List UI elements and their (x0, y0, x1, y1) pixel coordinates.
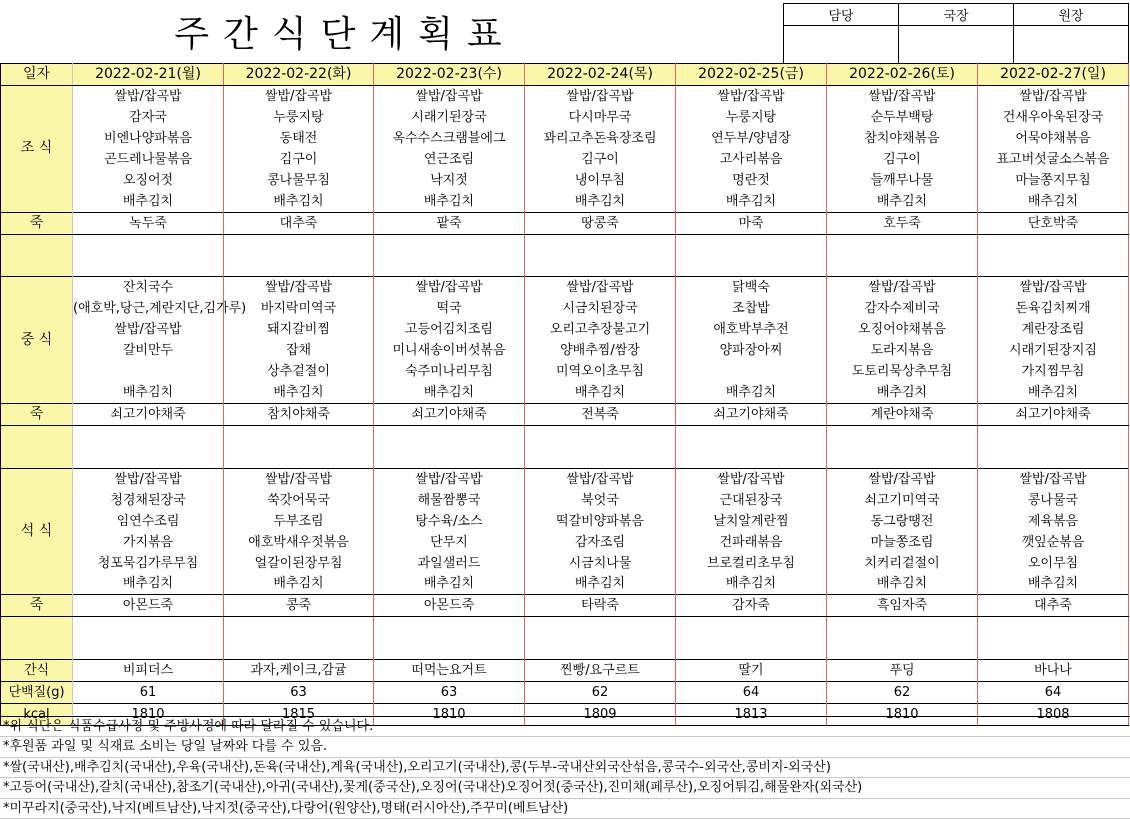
menu-cell: 쌀밥/잡곡밥 (676, 85, 827, 106)
menu-cell: 배추김치 (224, 574, 374, 595)
menu-cell: 시래기된장국 (374, 107, 525, 128)
blank-cell (525, 234, 676, 255)
row-label (1, 425, 73, 468)
signature-cell[interactable] (1014, 26, 1129, 67)
menu-cell: 꽈리고추돈육장조림 (525, 128, 676, 149)
blank-cell (676, 638, 827, 659)
porridge-row (1, 404, 1129, 426)
menu-cell: 고사리볶음 (676, 149, 827, 170)
row-label (1, 234, 73, 277)
snack-cell: 푸딩 (827, 660, 978, 682)
menu-cell: 돈육김치찌개 (978, 298, 1129, 319)
date-header: 2022-02-26(토) (827, 64, 978, 86)
blank-cell (978, 255, 1129, 276)
kcal-cell: 1810 (73, 704, 224, 726)
menu-cell: 시래기된장지짐 (978, 340, 1129, 361)
blank-cell (978, 617, 1129, 638)
snack-cell: 비피더스 (73, 660, 224, 682)
blank-row (1, 447, 1129, 468)
menu-cell: 근대된장국 (676, 490, 827, 511)
menu-cell: 쌀밥/잡곡밥 (374, 85, 525, 106)
menu-cell (676, 361, 827, 382)
menu-cell: 명란젓 (676, 170, 827, 191)
date-header: 2022-02-25(금) (676, 64, 827, 86)
row-label: 중 식 (1, 277, 73, 404)
menu-cell: 시금치된장국 (525, 298, 676, 319)
blank-cell (525, 638, 676, 659)
snack-cell: 과자,케이크,감귤 (224, 660, 374, 682)
menu-cell: 청포묵김가루무침 (73, 553, 224, 574)
menu-cell: 오이무침 (978, 553, 1129, 574)
blank-cell (525, 255, 676, 276)
porridge-cell: 계란야채죽 (827, 404, 978, 426)
kcal-cell: 1810 (374, 704, 525, 726)
menu-cell: 쌀밥/잡곡밥 (525, 85, 676, 106)
date-header: 2022-02-22(화) (224, 64, 374, 86)
menu-cell: 브로컬리초무침 (676, 553, 827, 574)
meal-row (1, 361, 1129, 382)
blank-cell (978, 425, 1129, 446)
menu-cell: 쌀밥/잡곡밥 (978, 85, 1129, 106)
menu-cell: 쌀밥/잡곡밥 (978, 468, 1129, 489)
menu-cell: 동태전 (224, 128, 374, 149)
porridge-cell: 대추죽 (224, 212, 374, 234)
menu-cell: 김구이 (827, 149, 978, 170)
blank-cell (224, 234, 374, 255)
menu-cell: 쌀밥/잡곡밥 (827, 85, 978, 106)
menu-cell: 쌀밥/잡곡밥 (374, 468, 525, 489)
menu-cell: 배추김치 (73, 191, 224, 212)
kcal-cell: 1810 (827, 704, 978, 726)
menu-cell: 돼지갈비찜 (224, 319, 374, 340)
approval-box (783, 3, 1129, 67)
protein-cell: 62 (525, 682, 676, 704)
menu-cell: 어묵야채볶음 (978, 128, 1129, 149)
menu-cell: 배추김치 (224, 382, 374, 403)
notes (0, 716, 1130, 819)
blank-cell (525, 617, 676, 638)
meal-row (1, 85, 1129, 106)
menu-cell: 북엇국 (525, 490, 676, 511)
snack-cell: 찐빵/요구르트 (525, 660, 676, 682)
row-label: 죽 (1, 404, 73, 426)
signature-cell[interactable] (899, 26, 1014, 67)
menu-cell: 배추김치 (827, 191, 978, 212)
protein-cell: 64 (978, 682, 1129, 704)
menu-cell: 떡갈비양파볶음 (525, 511, 676, 532)
menu-cell: 냉이무침 (525, 170, 676, 191)
approval-label: 원장 (1014, 4, 1129, 26)
menu-cell: 쌀밥/잡곡밥 (224, 85, 374, 106)
menu-cell: 쌀밥/잡곡밥 (224, 277, 374, 298)
menu-cell: 배추김치 (827, 382, 978, 403)
menu-cell: 낙지젓 (374, 170, 525, 191)
menu-cell: 쌀밥/잡곡밥 (525, 277, 676, 298)
menu-cell: 쌀밥/잡곡밥 (676, 468, 827, 489)
meal-row (1, 128, 1129, 149)
signature-cell[interactable] (784, 26, 899, 67)
weekly-menu-table (0, 63, 1129, 726)
menu-cell: 미니새송이버섯볶음 (374, 340, 525, 361)
menu-cell: 배추김치 (73, 574, 224, 595)
blank-row (1, 617, 1129, 638)
blank-cell (827, 425, 978, 446)
menu-cell: 감자수제비국 (827, 298, 978, 319)
row-label: 단백질(g) (1, 682, 73, 704)
blank-row (1, 638, 1129, 659)
blank-cell (525, 425, 676, 446)
meal-row (1, 149, 1129, 170)
meal-row (1, 511, 1129, 532)
blank-cell (827, 255, 978, 276)
blank-cell (224, 638, 374, 659)
kcal-cell: 1809 (525, 704, 676, 726)
porridge-cell: 쇠고기야채죽 (676, 404, 827, 426)
blank-cell (73, 425, 224, 446)
menu-cell: 쌀밥/잡곡밥 (827, 277, 978, 298)
menu-cell: 미역오이초무침 (525, 361, 676, 382)
date-header-row (1, 64, 1129, 86)
porridge-cell: 팥죽 (374, 212, 525, 234)
protein-cell: 61 (73, 682, 224, 704)
blank-cell (827, 234, 978, 255)
blank-cell (374, 255, 525, 276)
menu-cell: 쌀밥/잡곡밥 (73, 468, 224, 489)
menu-cell: 갈비만두 (73, 340, 224, 361)
porridge-cell: 콩죽 (224, 595, 374, 617)
snack-cell: 딸기 (676, 660, 827, 682)
menu-cell: 깻잎순볶음 (978, 532, 1129, 553)
menu-cell: 김구이 (224, 149, 374, 170)
menu-cell: 계란장조림 (978, 319, 1129, 340)
menu-cell: 건파래볶음 (676, 532, 827, 553)
date-header: 2022-02-27(일) (978, 64, 1129, 86)
menu-cell: 배추김치 (525, 191, 676, 212)
menu-cell: 임연수조림 (73, 511, 224, 532)
blank-cell (978, 447, 1129, 468)
menu-cell: (애호박,당근,계란지단,김가루) (73, 298, 224, 319)
menu-cell: 고등어김치조림 (374, 319, 525, 340)
menu-cell: 연근조림 (374, 149, 525, 170)
menu-cell: 닭백숙 (676, 277, 827, 298)
blank-cell (827, 447, 978, 468)
menu-cell: 마늘쫑지무침 (978, 170, 1129, 191)
blank-cell (73, 234, 224, 255)
row-label: 간식 (1, 660, 73, 682)
note-line: *고등어(국내산),갈치(국내산),참조기(국내산),아귀(국내산),꽃게(중국산),오징어(국내산)오징어젓(중국산),진미채(페루산),오징어튀김,해물완자(외국산) (0, 778, 1130, 798)
blank-cell (374, 638, 525, 659)
menu-cell: 건새우아욱된장국 (978, 107, 1129, 128)
protein-cell: 63 (374, 682, 525, 704)
meal-row (1, 170, 1129, 191)
menu-cell: 배추김치 (978, 191, 1129, 212)
menu-cell: 감자조림 (525, 532, 676, 553)
menu-cell: 쌀밥/잡곡밥 (525, 468, 676, 489)
menu-cell: 두부조림 (224, 511, 374, 532)
blank-cell (676, 425, 827, 446)
blank-cell (73, 447, 224, 468)
menu-cell: 배추김치 (676, 191, 827, 212)
menu-cell: 쑥갓어묵국 (224, 490, 374, 511)
menu-cell: 표고버섯굴소스볶음 (978, 149, 1129, 170)
protein-cell: 64 (676, 682, 827, 704)
menu-cell: 누룽지탕 (676, 107, 827, 128)
menu-cell: 배추김치 (525, 574, 676, 595)
menu-cell: 날치알계란찜 (676, 511, 827, 532)
porridge-cell: 흑임자죽 (827, 595, 978, 617)
menu-cell: 쌀밥/잡곡밥 (374, 277, 525, 298)
menu-cell: 과일샐러드 (374, 553, 525, 574)
blank-cell (73, 617, 224, 638)
date-header: 2022-02-23(수) (374, 64, 525, 86)
approval-label: 국장 (899, 4, 1014, 26)
blank-cell (978, 234, 1129, 255)
menu-cell: 도토리묵상추무침 (827, 361, 978, 382)
menu-cell: 쌀밥/잡곡밥 (978, 277, 1129, 298)
menu-cell: 쌀밥/잡곡밥 (827, 468, 978, 489)
protein-row (1, 682, 1129, 704)
porridge-row (1, 212, 1129, 234)
menu-cell: 잔치국수 (73, 277, 224, 298)
note-line: *미꾸라지(중국산),낙지(베트남산),낙지젓(중국산),다랑어(원양산),명태(러시아산),주꾸미(베트남산) (0, 799, 1130, 819)
porridge-cell: 타락죽 (525, 595, 676, 617)
snack-cell: 떠먹는요거트 (374, 660, 525, 682)
meal-row (1, 574, 1129, 595)
menu-cell: 배추김치 (827, 574, 978, 595)
menu-cell: 청경채된장국 (73, 490, 224, 511)
menu-cell: 양배추찜/쌈장 (525, 340, 676, 361)
blank-cell (827, 638, 978, 659)
note-line: *쌀(국내산),배추김치(국내산),우육(국내산),돈육(국내산),계육(국내산),오리고기(국내산),콩(두부-국내산외국산섞음,콩국수-외국산,콩비지-외국산) (0, 758, 1130, 778)
menu-cell: 배추김치 (374, 382, 525, 403)
snack-cell: 바나나 (978, 660, 1129, 682)
kcal-cell: 1815 (224, 704, 374, 726)
blank-cell (676, 617, 827, 638)
meal-row (1, 532, 1129, 553)
porridge-cell: 마죽 (676, 212, 827, 234)
blank-cell (676, 234, 827, 255)
menu-cell: 누룽지탕 (224, 107, 374, 128)
blank-cell (224, 255, 374, 276)
menu-cell: 비엔나양파볶음 (73, 128, 224, 149)
kcal-cell: 1808 (978, 704, 1129, 726)
menu-cell: 숙주미나리무침 (374, 361, 525, 382)
porridge-cell: 쇠고기야채죽 (374, 404, 525, 426)
meal-row (1, 107, 1129, 128)
menu-cell: 배추김치 (676, 382, 827, 403)
menu-cell: 상추겉절이 (224, 361, 374, 382)
menu-cell: 동그랑땡전 (827, 511, 978, 532)
blank-cell (374, 425, 525, 446)
menu-cell: 쇠고기미역국 (827, 490, 978, 511)
blank-cell (374, 617, 525, 638)
menu-cell: 양파장아찌 (676, 340, 827, 361)
porridge-cell: 쇠고기야채죽 (978, 404, 1129, 426)
menu-cell: 김구이 (525, 149, 676, 170)
porridge-row (1, 595, 1129, 617)
menu-cell: 배추김치 (224, 191, 374, 212)
menu-cell: 참치야채볶음 (827, 128, 978, 149)
blank-cell (73, 638, 224, 659)
meal-row (1, 340, 1129, 361)
menu-cell: 배추김치 (374, 574, 525, 595)
row-label: kcal (1, 704, 73, 726)
menu-cell: 배추김치 (374, 191, 525, 212)
menu-cell: 조찹밥 (676, 298, 827, 319)
date-header: 2022-02-21(월) (73, 64, 224, 86)
porridge-cell: 땅콩죽 (525, 212, 676, 234)
blank-row (1, 425, 1129, 446)
row-label: 죽 (1, 595, 73, 617)
menu-cell (73, 361, 224, 382)
blank-row (1, 255, 1129, 276)
porridge-cell: 녹두죽 (73, 212, 224, 234)
blank-cell (525, 447, 676, 468)
menu-cell: 순두부백탕 (827, 107, 978, 128)
menu-cell: 쌀밥/잡곡밥 (224, 468, 374, 489)
meal-row (1, 490, 1129, 511)
menu-cell: 제육볶음 (978, 511, 1129, 532)
row-label: 석 식 (1, 468, 73, 595)
row-label: 일자 (1, 64, 73, 86)
blank-cell (676, 447, 827, 468)
porridge-cell: 대추죽 (978, 595, 1129, 617)
menu-cell: 탕수육/소스 (374, 511, 525, 532)
menu-cell: 콩나물무침 (224, 170, 374, 191)
menu-cell: 옥수수스크램블에그 (374, 128, 525, 149)
menu-cell: 오징어야채볶음 (827, 319, 978, 340)
meal-row (1, 277, 1129, 298)
protein-cell: 63 (224, 682, 374, 704)
porridge-cell: 아몬드죽 (73, 595, 224, 617)
menu-cell: 단무지 (374, 532, 525, 553)
menu-cell: 해물짬뽕국 (374, 490, 525, 511)
menu-cell: 가지볶음 (73, 532, 224, 553)
menu-cell: 도라지볶음 (827, 340, 978, 361)
date-header: 2022-02-24(목) (525, 64, 676, 86)
meal-row (1, 468, 1129, 489)
blank-cell (827, 617, 978, 638)
menu-cell: 곤드레나물볶음 (73, 149, 224, 170)
menu-cell: 오리고추장불고기 (525, 319, 676, 340)
menu-cell: 치커리겉절이 (827, 553, 978, 574)
meal-row (1, 553, 1129, 574)
menu-cell: 떡국 (374, 298, 525, 319)
blank-cell (978, 638, 1129, 659)
blank-cell (374, 234, 525, 255)
menu-cell: 배추김치 (978, 574, 1129, 595)
menu-cell: 쌀밥/잡곡밥 (73, 319, 224, 340)
menu-cell: 감자국 (73, 107, 224, 128)
menu-cell: 다시마무국 (525, 107, 676, 128)
menu-cell: 들깨무나물 (827, 170, 978, 191)
menu-cell: 콩나물국 (978, 490, 1129, 511)
approval-label: 담당 (784, 4, 899, 26)
blank-cell (224, 447, 374, 468)
menu-cell: 오징어젓 (73, 170, 224, 191)
menu-cell: 잡채 (224, 340, 374, 361)
menu-cell: 애호박부추전 (676, 319, 827, 340)
menu-cell: 애호박새우젓볶음 (224, 532, 374, 553)
note-line: *후원품 과일 및 식재료 소비는 당일 날짜와 다를 수 있음. (0, 737, 1130, 757)
meal-row (1, 298, 1129, 319)
menu-cell: 바지락미역국 (224, 298, 374, 319)
kcal-cell: 1813 (676, 704, 827, 726)
menu-cell: 쌀밥/잡곡밥 (73, 85, 224, 106)
menu-cell: 얼갈이된장무침 (224, 553, 374, 574)
menu-cell: 배추김치 (525, 382, 676, 403)
porridge-cell: 감자죽 (676, 595, 827, 617)
menu-cell: 배추김치 (73, 382, 224, 403)
menu-cell: 마늘쫑조림 (827, 532, 978, 553)
meal-row (1, 191, 1129, 212)
blank-row (1, 234, 1129, 255)
porridge-cell: 참치야채죽 (224, 404, 374, 426)
blank-cell (224, 617, 374, 638)
note-line: *위 식단은 식품수급사정 및 주방사정에 따라 달라질 수 있습니다. (0, 716, 1130, 737)
menu-cell: 시금치나물 (525, 553, 676, 574)
protein-cell: 62 (827, 682, 978, 704)
blank-cell (374, 447, 525, 468)
porridge-cell: 단호박죽 (978, 212, 1129, 234)
porridge-cell: 호두죽 (827, 212, 978, 234)
row-label (1, 617, 73, 660)
porridge-cell: 전복죽 (525, 404, 676, 426)
blank-cell (676, 255, 827, 276)
menu-cell: 배추김치 (978, 382, 1129, 403)
row-label: 죽 (1, 212, 73, 234)
menu-cell: 배추김치 (676, 574, 827, 595)
meal-row (1, 382, 1129, 403)
row-label: 조 식 (1, 85, 73, 212)
blank-cell (224, 425, 374, 446)
blank-cell (73, 255, 224, 276)
page-title: 주간식단계획표 (174, 13, 516, 55)
meal-row (1, 319, 1129, 340)
menu-cell: 연두부/양념장 (676, 128, 827, 149)
porridge-cell: 아몬드죽 (374, 595, 525, 617)
snack-row (1, 660, 1129, 682)
menu-cell: 가지찜무침 (978, 361, 1129, 382)
porridge-cell: 쇠고기야채죽 (73, 404, 224, 426)
